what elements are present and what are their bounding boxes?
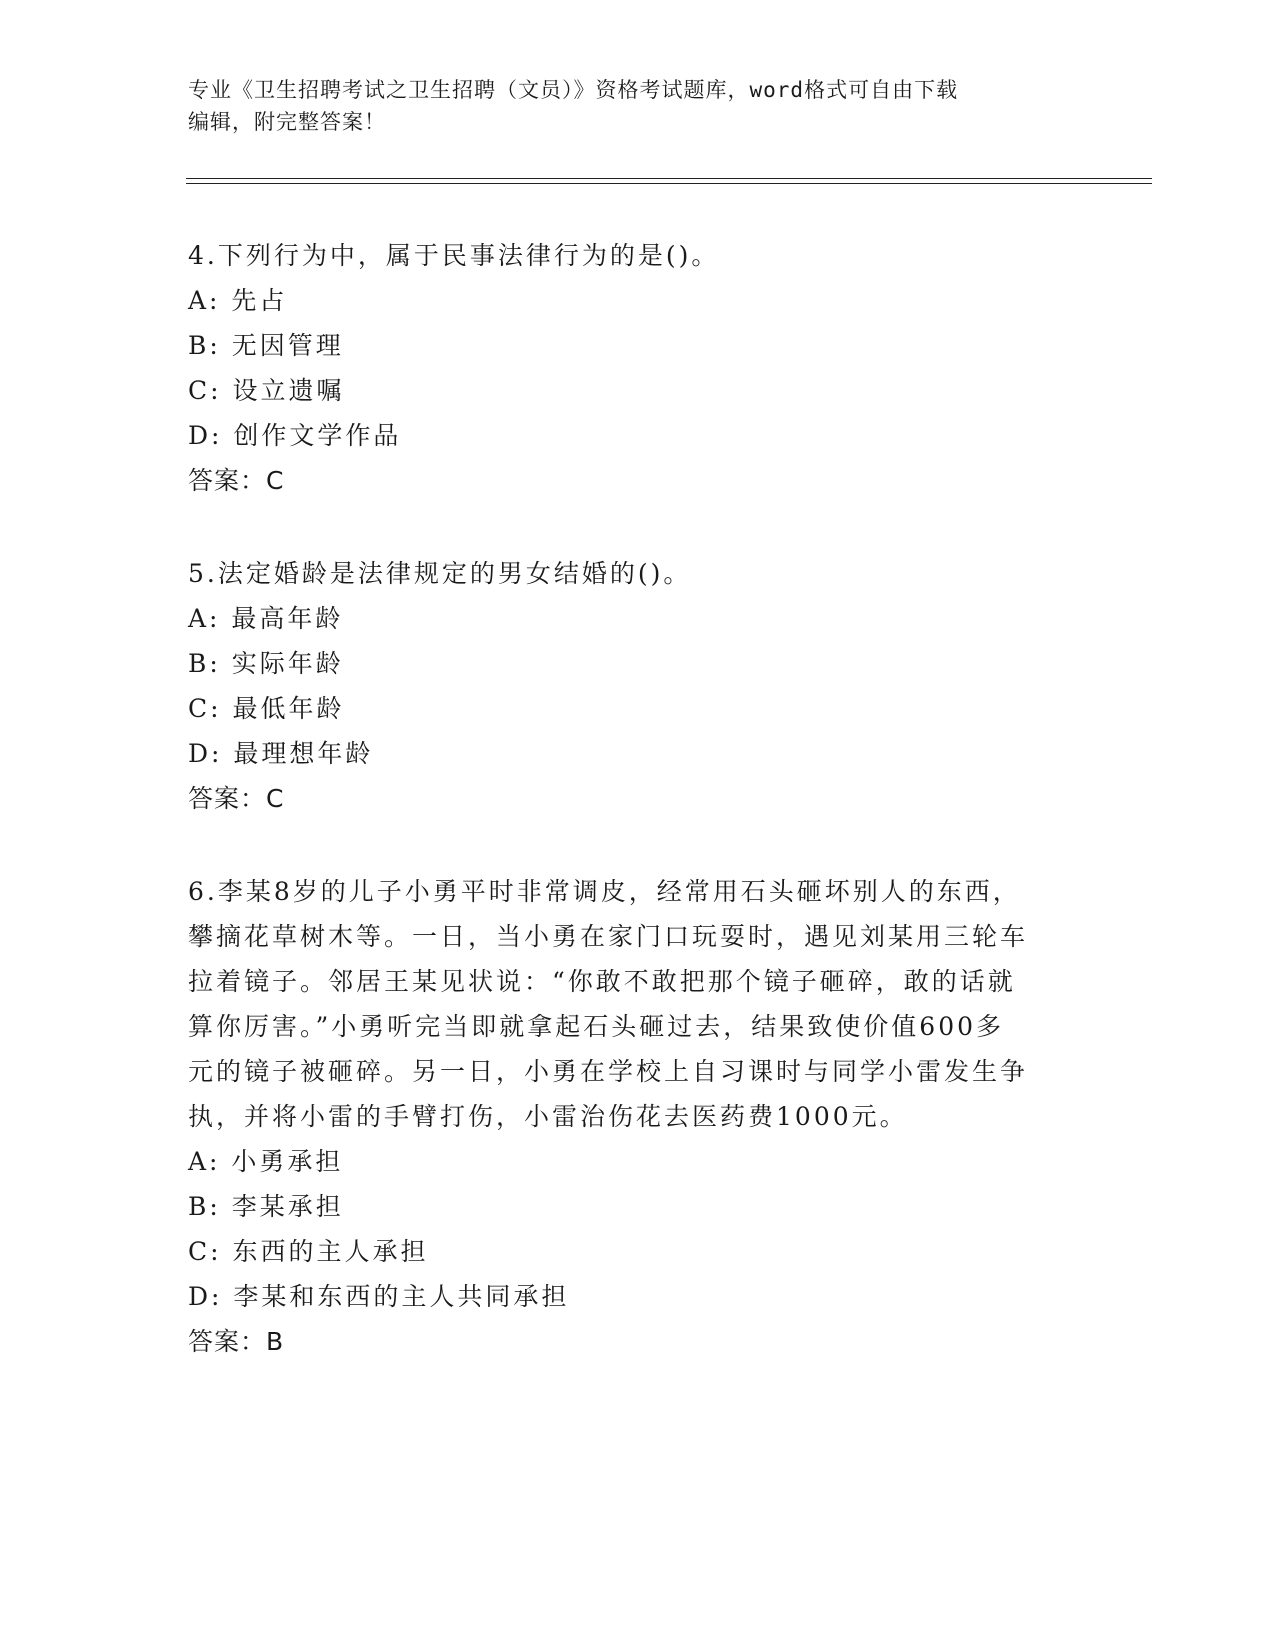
answer-line: 答案：B (188, 1327, 285, 1356)
option-b: B: 李某承担 (188, 1192, 344, 1221)
header-divider-bottom (186, 183, 1152, 184)
option-c: C: 设立遗嘱 (188, 376, 345, 405)
option-a: A: 先占 (188, 286, 288, 315)
option-c: C: 最低年龄 (188, 694, 345, 723)
document-header: 专业《卫生招聘考试之卫生招聘（文员）》资格考试题库，word格式可自由下载 编辑，附完整答案！ (188, 78, 959, 134)
option-b: B: 实际年龄 (188, 649, 344, 678)
question-stem: 4.下列行为中，属于民事法律行为的是()。 (188, 241, 720, 270)
option-a: A: 最高年龄 (188, 604, 344, 633)
option-d: D: 李某和东西的主人共同承担 (188, 1282, 570, 1311)
question-block (188, 551, 1068, 821)
question-block (188, 869, 1068, 1364)
header-divider-top (186, 178, 1152, 179)
option-a: A: 小勇承担 (188, 1147, 344, 1176)
question-stem: 5.法定婚龄是法律规定的男女结婚的()。 (188, 559, 692, 588)
answer-line: 答案：C (188, 784, 285, 813)
question-stem: 6.李某8岁的儿子小勇平时非常调皮，经常用石头砸坏别人的东西， 攀摘花草树木等。一日，当小勇在家门口玩耍时，遇见刘某用三轮车 拉着镜子。邻居王某见状说：“你敢不敢把那个镜子砸碎，敢的话就 算你厉害。”小勇听完当即就拿起石头砸过去，结果致使价值600多 元的镜子被砸碎。另一日，小勇在学校上自习课时与同学小雷发生争 执，并将小雷的手臂打伤，小雷治伤花去医药费1000元。 (188, 877, 1029, 1131)
option-b: B: 无因管理 (188, 331, 344, 360)
option-d: D: 创作文学作品 (188, 421, 402, 450)
option-c: C: 东西的主人承担 (188, 1237, 429, 1266)
question-block (188, 233, 1068, 503)
answer-line: 答案：C (188, 466, 285, 495)
option-d: D: 最理想年龄 (188, 739, 374, 768)
